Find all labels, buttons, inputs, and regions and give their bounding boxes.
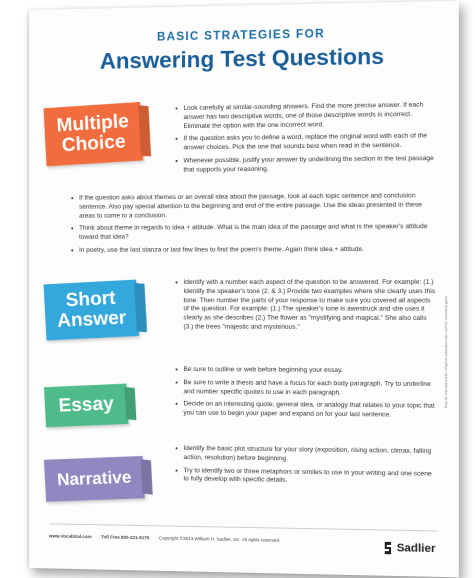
narrative-label: Narrative: [44, 456, 145, 502]
footer-copyright: Copyright ©2014 William H. Sadlier, Inc. All rights reserved.: [158, 535, 281, 543]
list-item: • Whenever possible, justify your answer by underlining the section in the test passage that supports your reasoning.: [175, 155, 435, 175]
list-item: • Be sure to write a thesis and have a focus for each body paragraph. Try to underline and number specific quotes to use in each paragraph.: [175, 379, 435, 399]
footer-phone: Toll Free 800-221-5175: [101, 534, 150, 541]
list-item: • Identify with a number each aspect of the question to be answered. For example: (1.) Identify the speaker's tone (2. & 3.) Provide two examples where she clearly uses this tone. Then number the parts of your response to make sure you covered all aspects of the question. For example: (1.) The speaker's tone is awestruck and she uses it clearly as she describes (2.) The flower as "mystifying and magical." She also calls (3.) the trees "majestic and mysterious.": [175, 279, 435, 334]
short-answer-label: [44, 280, 139, 341]
list-item: • Be sure to outline or web before beginning your essay.: [175, 366, 435, 377]
footer-divider: [49, 523, 438, 531]
essay-label: Essay: [44, 384, 129, 428]
list-item: • Think about theme in regards to idea + attitude. What is the main idea of the passage and what is the speaker's attitude toward that idea?: [71, 223, 435, 243]
subtitle: BASIC STRATEGIES FOR: [156, 28, 325, 44]
list-item: • Identify the basic plot structure for your story (exposition, rising action, climax, falling action, resolution) before beginning.: [175, 445, 435, 466]
narrative-list: [175, 445, 435, 493]
sadlier-logo: [383, 541, 436, 556]
multiple-choice-label-line1: Multiple: [56, 110, 130, 137]
logo-text: Sadlier: [396, 542, 436, 556]
multiple-choice-wide-list: [71, 192, 435, 260]
list-item: • Try to identify two or three metaphors or similes to use in your writing and one scene to fully develop with specific details.: [175, 467, 435, 489]
short-answer-label-line2: Answer: [56, 307, 127, 332]
list-item: • Look carefully at similar-sounding answers. Find the more precise answer. If each answer has two descriptive words, one of those descriptive words is incorrect. Eliminate the option with the one incorrect word.: [175, 101, 435, 131]
list-item: • Decide on an interesting quote, general idea, or analogy that relates to your topic that you can use to begin your paper and expand on for your last sentence.: [175, 401, 435, 421]
footer: [49, 533, 280, 542]
list-item: • If the question asks about themes or an overall idea about the passage, look at each topic sentence and conclusion sentence. Also pay special attention to the beginning and end of the entire passage. Use the ideas presented in these areas to come to a conclusion.: [71, 192, 435, 221]
page-title: Answering Test Questions: [99, 43, 385, 74]
worksheet-page: [29, 1, 459, 578]
sadlier-mark-icon: [383, 541, 394, 556]
multiple-choice-list: [175, 101, 435, 179]
list-item: • In poetry, use the last stanza or last few lines to find the poem's theme. Again think idea + attitude.: [71, 246, 435, 256]
essay-list: [175, 366, 435, 425]
short-answer-label-line1: Short: [65, 287, 117, 312]
multiple-choice-label: [44, 102, 144, 166]
list-item: • If the question asks you to define a word, replace the original word with each of the answer choices. Pick the one that sounds best when read in the sentence.: [175, 133, 435, 154]
side-note: May be reproduced for religious education use (not for monetary gain).: [443, 295, 449, 409]
footer-website: www.VocabGal.com: [48, 533, 92, 540]
short-answer-list: [175, 279, 435, 338]
multiple-choice-label-line2: Choice: [61, 131, 127, 157]
